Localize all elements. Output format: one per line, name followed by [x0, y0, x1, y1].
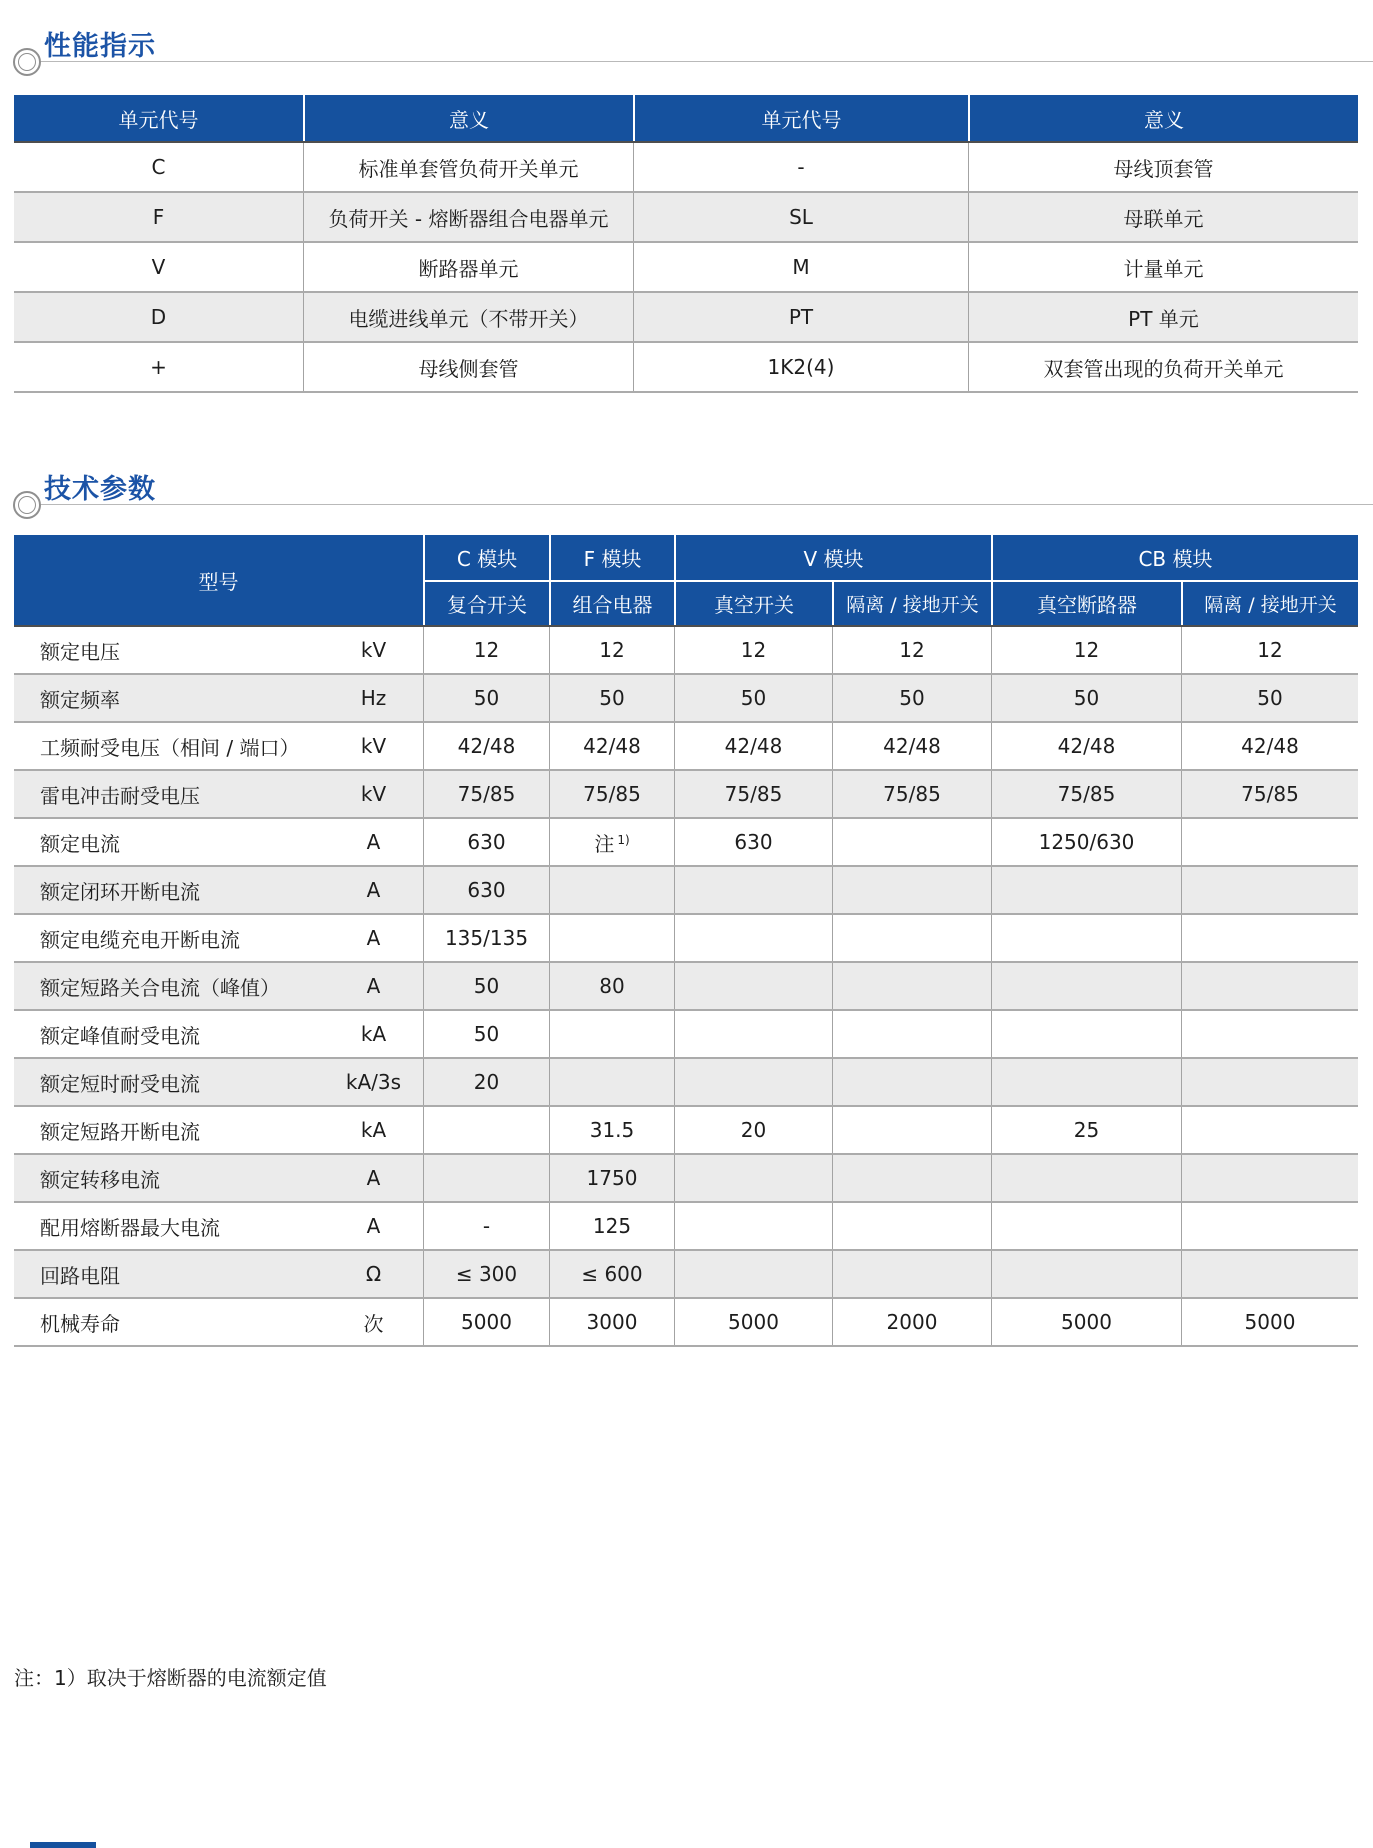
- parameter-value: [832, 819, 991, 865]
- parameter-value: [674, 1059, 832, 1105]
- table-cell: C: [151, 155, 166, 179]
- parameter-value: [1181, 1251, 1358, 1297]
- parameter-unit: kA: [360, 1022, 387, 1046]
- tech-parameter-table: [14, 535, 1358, 1347]
- table-cell: 断路器单元: [303, 243, 633, 291]
- parameter-value: [832, 1011, 991, 1057]
- parameter-value: 20: [423, 1059, 549, 1105]
- parameter-value: 2000: [832, 1299, 991, 1345]
- parameter-unit: Hz: [360, 686, 387, 710]
- column-header: 意义: [968, 95, 1358, 141]
- table-cell: 负荷开关 - 熔断器组合电器单元: [303, 193, 633, 241]
- table-row: [14, 723, 1358, 771]
- parameter-value: 50: [1181, 675, 1358, 721]
- parameter-value: 42/48: [674, 723, 832, 769]
- table-cell: 母线侧套管: [303, 343, 633, 391]
- parameter-unit: Ω: [365, 1262, 382, 1286]
- parameter-value: 3000: [549, 1299, 674, 1345]
- unit-code-table: [14, 95, 1358, 393]
- parameter-value: [549, 1059, 674, 1105]
- parameter-value: 50: [423, 675, 549, 721]
- table-row: [14, 1203, 1358, 1251]
- parameter-value: [991, 1155, 1181, 1201]
- table-row: [14, 867, 1358, 915]
- parameter-value: 注 1): [549, 819, 674, 865]
- table-row: [14, 1011, 1358, 1059]
- parameter-unit: kV: [360, 638, 387, 662]
- parameter-label: 配用熔断器最大电流: [40, 1215, 220, 1240]
- table-cell: PT 单元: [968, 293, 1358, 341]
- parameter-value: [1181, 1059, 1358, 1105]
- table-cell: PT: [633, 293, 968, 341]
- table-row: [14, 963, 1358, 1011]
- parameter-label: 额定短路关合电流（峰值）: [40, 975, 280, 1000]
- group-header-f-module: F 模块: [549, 535, 674, 580]
- tech-table-body: [14, 627, 1358, 1347]
- parameter-value: 12: [423, 627, 549, 673]
- table-cell: -: [633, 143, 968, 191]
- parameter-value: [832, 1203, 991, 1249]
- column-header: 单元代号: [118, 107, 199, 132]
- parameter-label: 额定短路开断电流: [40, 1119, 200, 1144]
- sub-header: 隔离 / 接地开关: [1181, 580, 1358, 625]
- table-row: [14, 343, 1358, 393]
- parameter-value: [423, 1107, 549, 1153]
- parameter-value: 5000: [1181, 1299, 1358, 1345]
- parameter-value: [1181, 915, 1358, 961]
- parameter-value: [832, 1059, 991, 1105]
- section-title-performance: 性能指示: [44, 31, 156, 62]
- parameter-value: [1181, 1011, 1358, 1057]
- parameter-value: [674, 1251, 832, 1297]
- parameter-value: [674, 915, 832, 961]
- sub-header: 真空断路器: [991, 580, 1181, 625]
- parameter-value: 75/85: [423, 771, 549, 817]
- group-header-cb-module: CB 模块: [991, 535, 1358, 580]
- parameter-value: [674, 1203, 832, 1249]
- parameter-value: 630: [674, 819, 832, 865]
- footnote: 注：1）取决于熔断器的电流额定值: [14, 1666, 327, 1690]
- table-row: [14, 771, 1358, 819]
- parameter-value: 5000: [674, 1299, 832, 1345]
- parameter-label: 机械寿命: [40, 1311, 120, 1336]
- parameter-value: [991, 867, 1181, 913]
- parameter-value: 12: [991, 627, 1181, 673]
- parameter-value: 1250/630: [991, 819, 1181, 865]
- parameter-value: 50: [423, 1011, 549, 1057]
- table-cell: 标准单套管负荷开关单元: [303, 143, 633, 191]
- parameter-value: 5000: [991, 1299, 1181, 1345]
- parameter-value: [991, 915, 1181, 961]
- parameter-value: 42/48: [423, 723, 549, 769]
- column-header: 意义: [303, 95, 633, 141]
- parameter-value: 50: [991, 675, 1181, 721]
- parameter-value: [832, 915, 991, 961]
- parameter-unit: A: [366, 878, 381, 902]
- footer-mark: [30, 1842, 96, 1848]
- parameter-value: [674, 1155, 832, 1201]
- parameter-value: -: [423, 1203, 549, 1249]
- rule-line: [40, 504, 1373, 505]
- parameter-value: 42/48: [1181, 723, 1358, 769]
- table-row: [14, 1155, 1358, 1203]
- parameter-unit: A: [366, 1214, 381, 1238]
- parameter-value: ≤ 300: [423, 1251, 549, 1297]
- parameter-value: [832, 963, 991, 1009]
- sub-header: 复合开关: [423, 580, 549, 625]
- tech-table-header: [14, 535, 1358, 627]
- group-header-v-module: V 模块: [674, 535, 991, 580]
- parameter-value: [991, 963, 1181, 1009]
- parameter-unit: kV: [360, 734, 387, 758]
- parameter-value: [423, 1155, 549, 1201]
- parameter-value: 12: [1181, 627, 1358, 673]
- table-row: [14, 1107, 1358, 1155]
- table-row: [14, 819, 1358, 867]
- parameter-label: 工频耐受电压（相间 / 端口）: [40, 735, 300, 760]
- parameter-value: [549, 915, 674, 961]
- parameter-value: [991, 1059, 1181, 1105]
- parameter-value: 630: [423, 867, 549, 913]
- parameter-value: 50: [674, 675, 832, 721]
- ring-decoration-icon: [13, 491, 41, 519]
- parameter-label: 额定转移电流: [40, 1167, 160, 1192]
- parameter-value: 12: [832, 627, 991, 673]
- table-row: [14, 675, 1358, 723]
- table-row: [14, 915, 1358, 963]
- parameter-value: 25: [991, 1107, 1181, 1153]
- parameter-unit: A: [366, 974, 381, 998]
- parameter-value: 80: [549, 963, 674, 1009]
- table-cell: 电缆进线单元（不带开关）: [303, 293, 633, 341]
- parameter-value: 20: [674, 1107, 832, 1153]
- parameter-unit: 次: [363, 1311, 384, 1336]
- ring-decoration-icon: [13, 48, 41, 76]
- table-row: [14, 293, 1358, 343]
- parameter-value: 42/48: [832, 723, 991, 769]
- parameter-value: 50: [423, 963, 549, 1009]
- parameter-value: [1181, 1155, 1358, 1201]
- parameter-value: [674, 963, 832, 1009]
- parameter-value: [549, 1011, 674, 1057]
- parameter-value: [832, 1155, 991, 1201]
- table-row: [14, 1251, 1358, 1299]
- parameter-unit: A: [366, 830, 381, 854]
- column-header: 单元代号: [633, 95, 968, 141]
- parameter-value: [1181, 819, 1358, 865]
- parameter-value: 75/85: [991, 771, 1181, 817]
- parameter-label: 额定闭环开断电流: [40, 879, 200, 904]
- sub-header: 隔离 / 接地开关: [832, 580, 991, 625]
- parameter-value: [674, 867, 832, 913]
- parameter-label: 雷电冲击耐受电压: [40, 783, 200, 808]
- parameter-value: [1181, 1203, 1358, 1249]
- parameter-value: 42/48: [991, 723, 1181, 769]
- table-cell: F: [152, 205, 165, 229]
- table-cell: SL: [633, 193, 968, 241]
- parameter-value: 75/85: [674, 771, 832, 817]
- parameter-value: 12: [549, 627, 674, 673]
- parameter-value: 135/135: [423, 915, 549, 961]
- parameter-value: 1750: [549, 1155, 674, 1201]
- parameter-value: [832, 1107, 991, 1153]
- parameter-value: [549, 867, 674, 913]
- table-cell: 母联单元: [968, 193, 1358, 241]
- parameter-value: 50: [549, 675, 674, 721]
- unit-code-table-header: [14, 95, 1358, 143]
- group-header-c-module: C 模块: [423, 535, 549, 580]
- rule-line: [40, 61, 1373, 62]
- parameter-value: 50: [832, 675, 991, 721]
- table-row: [14, 627, 1358, 675]
- parameter-label: 额定短时耐受电流: [40, 1071, 200, 1096]
- parameter-value: 75/85: [832, 771, 991, 817]
- parameter-value: [832, 867, 991, 913]
- parameter-unit: kA/3s: [345, 1070, 402, 1094]
- parameter-label: 额定频率: [40, 687, 120, 712]
- table-row: [14, 1299, 1358, 1347]
- table-row: [14, 143, 1358, 193]
- parameter-value: [1181, 1107, 1358, 1153]
- parameter-value: 5000: [423, 1299, 549, 1345]
- parameter-unit: A: [366, 926, 381, 950]
- parameter-value: [991, 1011, 1181, 1057]
- parameter-value: [991, 1251, 1181, 1297]
- table-row: [14, 193, 1358, 243]
- parameter-unit: kV: [360, 782, 387, 806]
- parameter-label: 额定电流: [40, 831, 120, 856]
- parameter-value: 630: [423, 819, 549, 865]
- parameter-value: 42/48: [549, 723, 674, 769]
- table-row: [14, 1059, 1358, 1107]
- table-cell: +: [150, 355, 167, 379]
- parameter-value: ≤ 600: [549, 1251, 674, 1297]
- parameter-label: 额定峰值耐受电流: [40, 1023, 200, 1048]
- sub-header: 真空开关: [674, 580, 832, 625]
- parameter-label: 额定电压: [40, 639, 120, 664]
- section-title-parameters: 技术参数: [44, 474, 156, 505]
- parameter-value: [832, 1251, 991, 1297]
- parameter-unit: kA: [360, 1118, 387, 1142]
- parameter-unit: A: [366, 1166, 381, 1190]
- parameter-value: 75/85: [549, 771, 674, 817]
- parameter-value: [1181, 867, 1358, 913]
- parameter-value: [991, 1203, 1181, 1249]
- parameter-value: 12: [674, 627, 832, 673]
- column-header-model: 型号: [198, 569, 239, 594]
- table-cell: 双套管出现的负荷开关单元: [968, 343, 1358, 391]
- table-cell: 1K2(4): [633, 343, 968, 391]
- parameter-label: 额定电缆充电开断电流: [40, 927, 240, 952]
- parameter-value: 75/85: [1181, 771, 1358, 817]
- parameter-label: 回路电阻: [40, 1263, 120, 1288]
- parameter-value: [674, 1011, 832, 1057]
- table-row: [14, 243, 1358, 293]
- table-cell: 计量单元: [968, 243, 1358, 291]
- parameter-value: 31.5: [549, 1107, 674, 1153]
- parameter-value: 125: [549, 1203, 674, 1249]
- unit-code-table-body: [14, 143, 1358, 393]
- table-cell: D: [150, 305, 167, 329]
- table-cell: V: [151, 255, 166, 279]
- table-cell: 母线顶套管: [968, 143, 1358, 191]
- table-cell: M: [633, 243, 968, 291]
- sub-header: 组合电器: [549, 580, 674, 625]
- parameter-value: [1181, 963, 1358, 1009]
